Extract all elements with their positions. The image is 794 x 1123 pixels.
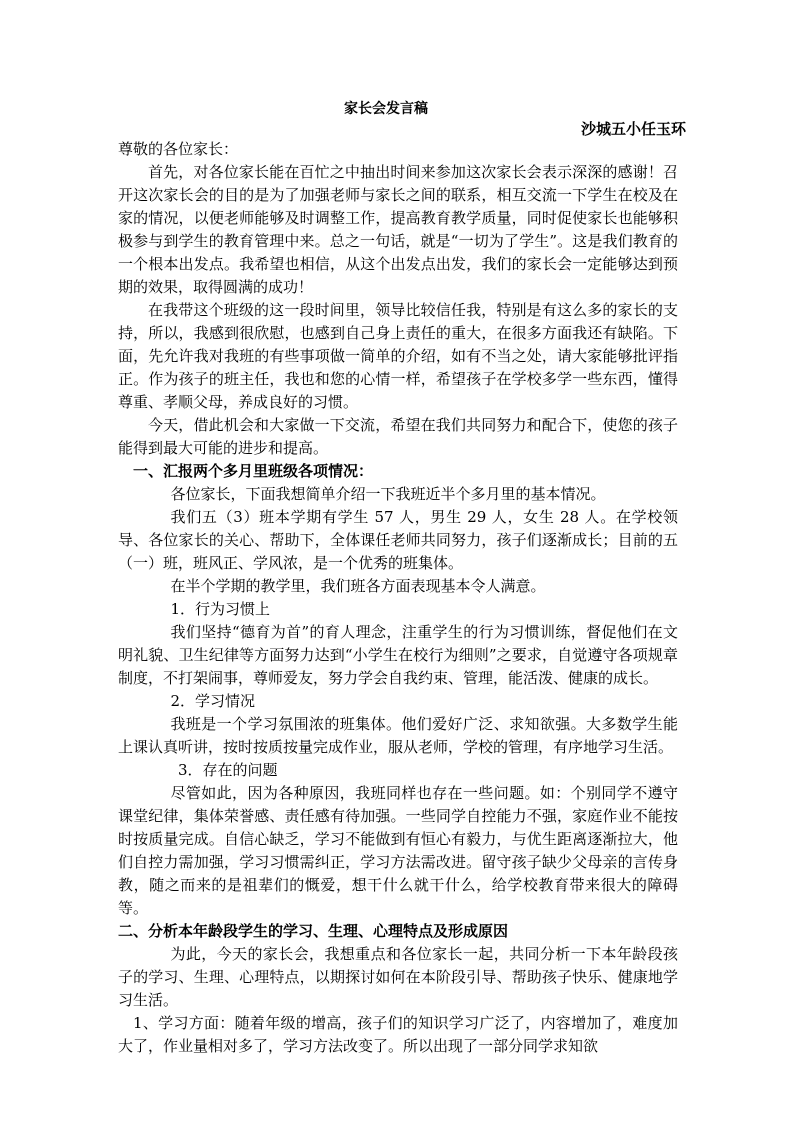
section-heading-1: 一、汇报两个多月里班级各项情况： [133, 462, 374, 480]
subheading-behavior: 1．行为习惯上 [170, 600, 271, 618]
document-body [118, 138, 678, 1058]
document-title: 家长会发言稿 [344, 101, 428, 117]
paragraph-problems: 尽管如此，因为各种原因，我班同样也存在一些问题。如：个别同学不遵守课堂纪律，集体荣誉感、责任感有待加强。一些同学自控能力不强，家庭作业不能按时按质量完成。自信心缺乏，学习不能做到有恒心有毅力，与优生距离逐渐拉大，他们自控力需加强，学习习惯需纠正，学习方法需改进。留守孩子缺少父母亲的言传身教，随之而来的是祖辈们的慨爱，想干什么就干什么，给学校教育带来很大的障碍等。 [118, 784, 678, 917]
paragraph-study: 我班是一个学习氛围浓的班集体。他们爱好广泛、求知欲强。大多数学生能上课认真听讲，按时按质按量完成作业，服从老师，学校的管理，有序地学习生活。 [118, 715, 678, 756]
paragraph-class-intro: 在我带这个班级的这一段时间里，领导比较信任我，特别是有这么多的家长的支持，所以，我感到很欣慰，也感到自己身上责任的重大，在很多方面我还有缺陷。下面，先允许我对我班的有些事项做一简单的介绍，如有不当之处，请大家能够批评指正。作为孩子的班主任，我也和您的心情一样，希望孩子在学校多学一些东西，懂得尊重、孝顺父母，养成良好的习惯。 [118, 301, 678, 411]
paragraph-overview: 各位家长，下面我想简单介绍一下我班近半个多月里的基本情况。 [170, 485, 606, 503]
paragraph-class-stats: 我们五（3）班本学期有学生 57 人，男生 29 人，女生 28 人。在学校领导、各位家长的关心、帮助下，全体课任老师共同努力，孩子们逐渐成长；目前的五（一）班，班风正、学风浓，是一个优秀的班集体。 [118, 508, 678, 572]
paragraph-exchange: 今天，借此机会和大家做一下交流，希望在我们共同努力和配合下，使您的孩子能得到最大可能的进步和提高。 [118, 416, 678, 457]
paragraph-satisfaction: 在半个学期的教学里，我们班各方面表现基本令人满意。 [170, 577, 546, 595]
paragraph-behavior: 我们坚持“德育为首”的育人理念，注重学生的行为习惯训练，督促他们在文明礼貌、卫生纪律等方面努力达到“小学生在校行为细则”之要求，自觉遵守各项规章制度，不打架闹事，尊师爱友，努力学会自我约束、管理，能活泼、健康的成长。 [118, 623, 678, 687]
subheading-problems: 3．存在的问题 [178, 761, 278, 779]
subheading-study: 2．学习情况 [170, 692, 256, 710]
author-line: 沙城五小任玉环 [580, 120, 686, 138]
paragraph-opening: 首先，对各位家长能在百忙之中抽出时间来参加这次家长会表示深深的感谢！召开这次家长会的目的是为了加强老师与家长之间的联系，相互交流一下学生在校及在家的情况，以便老师能够及时调整工作，提高教育教学质量，同时促使家长也能够积极参与到学生的教育管理中来。总之一句话，就是“一切为了学生”。这是我们教育的一个根本出发点。我希望也相信，从这个出发点出发，我们的家长会一定能够达到预期的效果，取得圆满的成功！ [118, 163, 678, 296]
paragraph-learning-aspect: 1、学习方面：随着年级的增高，孩子们的知识学习广泛了，内容增加了，难度加大了，作业量相对多了，学习方法改变了。所以出现了一部分同学求知欲 [118, 1014, 678, 1055]
paragraph-analysis-intro: 为此，今天的家长会，我想重点和各位家长一起，共同分析一下本年龄段孩子的学习、生理、心理特点，以期探讨如何在本阶段引导、帮助孩子快乐、健康地学习生活。 [118, 945, 678, 1009]
greeting: 尊敬的各位家长： [118, 140, 239, 158]
section-heading-2: 二、分析本年龄段学生的学习、生理、心理特点及形成原因 [118, 922, 509, 940]
